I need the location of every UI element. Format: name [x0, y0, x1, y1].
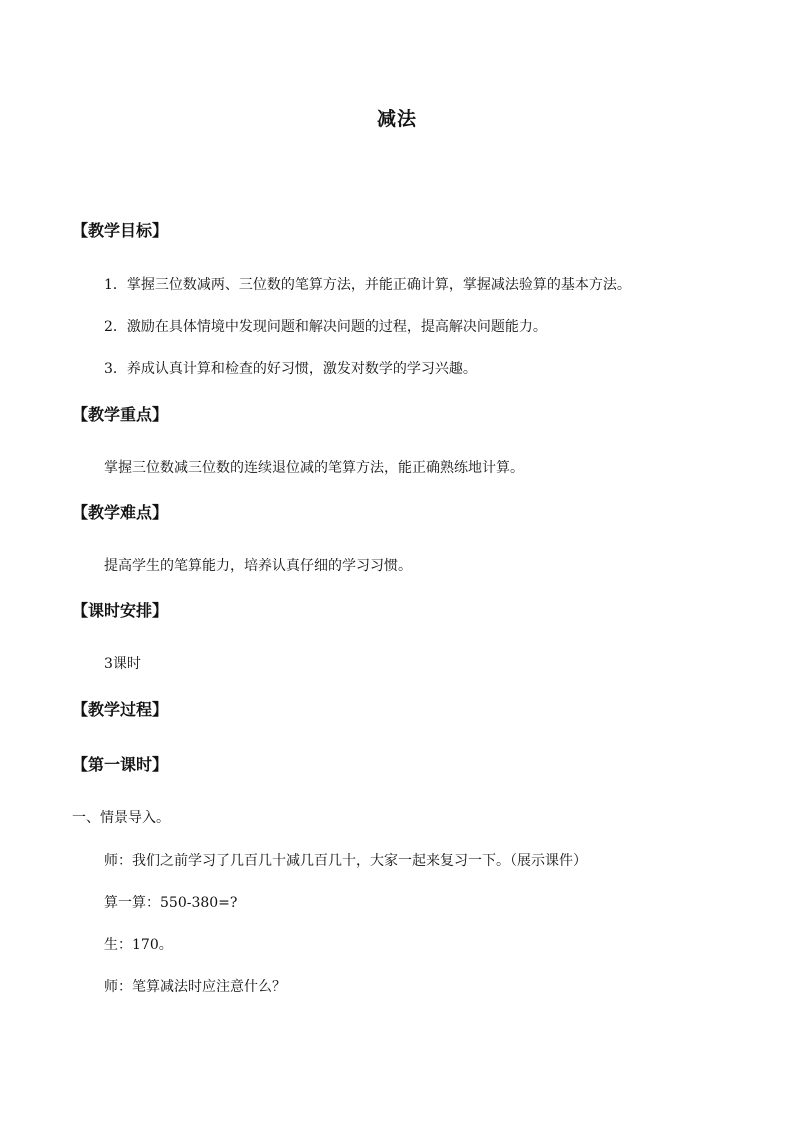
key-points-heading: 【教学重点】 [72, 405, 169, 424]
lesson1-line-2: 算一算：550-380=? [104, 895, 238, 911]
lesson1-line-3: 生：170。 [104, 937, 173, 953]
key-points-text: 掌握三位数减三位数的连续退位减的笔算方法，能正确熟练地计算。 [104, 460, 524, 476]
schedule-heading: 【课时安排】 [72, 601, 169, 620]
objective-item-1: 1．掌握三位数减两、三位数的笔算方法，并能正确计算，掌握减法验算的基本方法。 [104, 277, 631, 293]
schedule-text: 3课时 [104, 656, 141, 672]
objective-item-3: 3．养成认真计算和检查的好习惯，激发对数学的学习兴趣。 [104, 361, 477, 377]
lesson1-line-1: 师：我们之前学习了几百几十减几百几十，大家一起来复习一下。（展示课件） [104, 853, 587, 869]
lesson1-section-title: 一、情景导入。 [72, 810, 170, 826]
document-title: 减法 [376, 108, 417, 130]
difficulties-heading: 【教学难点】 [72, 503, 169, 522]
objectives-heading: 【教学目标】 [72, 221, 169, 240]
difficulties-text: 提高学生的笔算能力，培养认真仔细的学习习惯。 [104, 558, 412, 574]
lesson1-heading: 【第一课时】 [72, 755, 169, 774]
process-heading: 【教学过程】 [72, 700, 169, 719]
lesson1-line-4: 师：笔算减法时应注意什么？ [104, 979, 286, 995]
objective-item-2: 2．激励在具体情境中发现问题和解决问题的过程，提高解决问题能力。 [104, 319, 547, 335]
